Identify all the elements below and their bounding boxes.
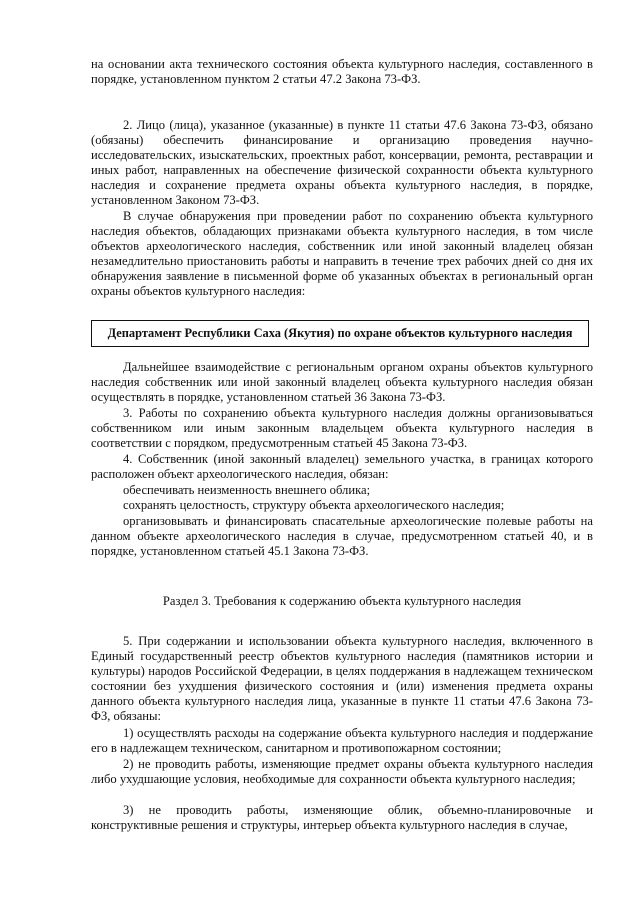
boxed-authority-name: Департамент Республики Саха (Якутия) по охране объектов культурного наследия bbox=[91, 320, 589, 347]
paragraph-item-2: 2. Лицо (лица), указанное (указанные) в пункте 11 статьи 47.6 Закона 73-ФЗ, обязано (обязаны) обеспечить финансирование и организацию проведения научно-исследовательских, изыскательских, проектных работ, консервации, ремонта, реставрации и иных работ, направленных на обеспечение физической сохранности объекта культурного наследия и сохранение предмета охраны объекта культурного наследия, в порядке, установленном Законом 73-ФЗ. bbox=[91, 118, 593, 207]
paragraph-item-3: 3. Работы по сохранению объекта культурного наследия должны организовываться собственником или иным законным владельцем объекта культурного наследия в соответствии с порядком, предусмотренным статьей 45 Закона 73-ФЗ. bbox=[91, 406, 593, 450]
paragraph-continuation: на основании акта технического состояния объекта культурного наследия, составленного в порядке, установленном пунктом 2 статьи 47.2 Закона 73-ФЗ. bbox=[91, 57, 593, 86]
paragraph-item-4: 4. Собственник (иной законный владелец) земельного участка, в границах которого расположен объект археологического наследия, обязан: bbox=[91, 452, 593, 481]
paragraph-interaction: Дальнейшее взаимодействие с региональным органом охраны объектов культурного наследия собственник или иной законный владелец объекта культурного наследия обязан осуществлять в порядке, установленном статьей 36 Закона 73-ФЗ. bbox=[91, 360, 593, 404]
paragraph-subitem-1: 1) осуществлять расходы на содержание объекта культурного наследия и поддержание его в надлежащем техническом, санитарном и противопожарном состоянии; bbox=[91, 726, 593, 755]
section-heading: Раздел 3. Требования к содержанию объекта культурного наследия bbox=[162, 594, 522, 608]
paragraph-subitem-3: 3) не проводить работы, изменяющие облик, объемно-планировочные и конструктивные решения и структуры, интерьер объекта культурного наследия в случае, bbox=[91, 803, 593, 832]
paragraph-item-5: 5. При содержании и использовании объекта культурного наследия, включенного в Единый государственный реестр объектов культурного наследия (памятников истории и культуры) народов Российской Федерации, в целях поддержания в надлежащем техническом состоянии без ухудшения физического состояния и (или) изменения предмета охраны данного объекта культурного наследия лица, указанные в пункте 11 статьи 47.6 Закона 73-ФЗ, обязаны: bbox=[91, 634, 593, 723]
paragraph-obligation-integrity: сохранять целостность, структуру объекта археологического наследия; bbox=[123, 498, 505, 512]
paragraph-obligation-appearance: обеспечивать неизменность внешнего облика; bbox=[123, 483, 371, 497]
paragraph-discovery: В случае обнаружения при проведении работ по сохранению объекта культурного наследия объектов, обладающих признаками объекта культурного наследия, в том числе объектов археологического наследия, собственник или иной законный владелец обязан незамедлительно приостановить работы и направить в течение трех рабочих дней со дня их обнаружения заявление в письменной форме об указанных объектах в региональный орган охраны объектов культурного наследия: bbox=[91, 209, 593, 298]
paragraph-subitem-2: 2) не проводить работы, изменяющие предмет охраны объекта культурного наследия либо ухудшающие условия, необходимые для сохранности объекта культурного наследия; bbox=[91, 757, 593, 786]
paragraph-obligation-rescue-works: организовывать и финансировать спасательные археологические полевые работы на данном объекте археологического наследия в случае, предусмотренном статьей 40, и в порядке, установленном статьей 45.1 Закона 73-ФЗ. bbox=[91, 514, 593, 558]
